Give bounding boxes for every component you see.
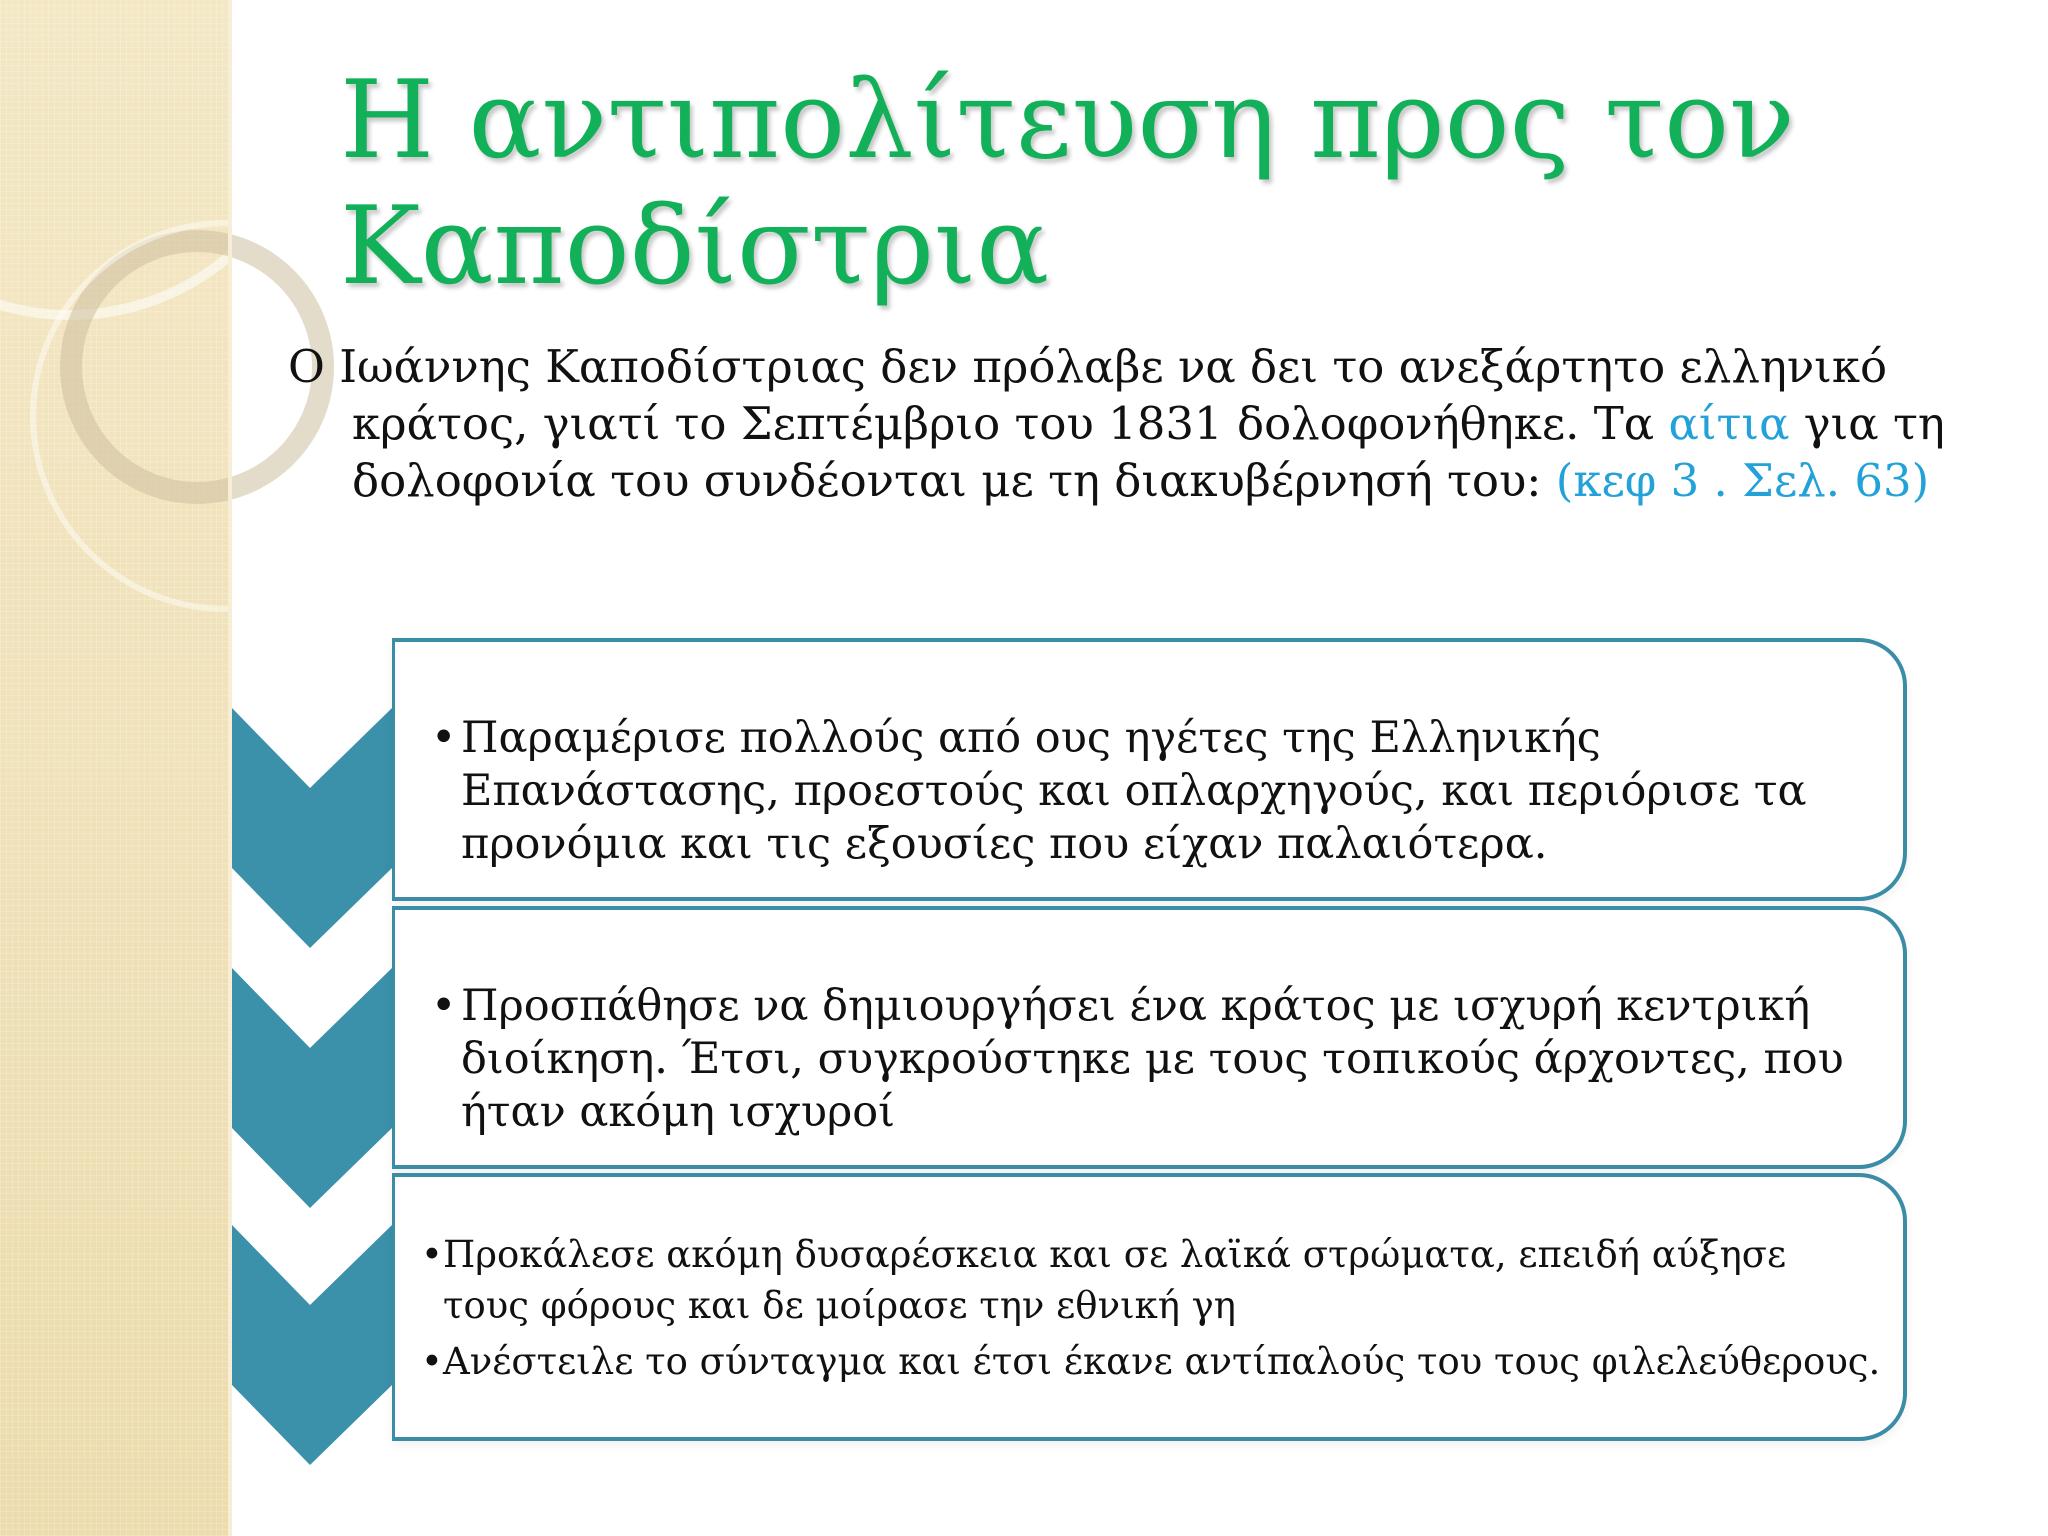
decorative-side-panel (0, 0, 228, 1536)
intro-paragraph (288, 338, 2048, 509)
chevron-down-icon (232, 968, 392, 1208)
process-step-1 (392, 638, 1907, 901)
chapter-reference[interactable]: (κεφ 3 . Σελ. 63) (1555, 454, 1930, 507)
bullet-list (443, 1229, 1883, 1392)
bullet-list (461, 980, 1881, 1139)
bullet-item: • Προσπάθησε να δημιουργήσει ένα κράτος με ισχυρή κεντρική διοίκηση. Έτσι, συγκρούστηκε με τους τοπικούς άρχοντες, που ήταν ακόμη ισχυροί (461, 980, 1881, 1139)
slide-title: Η αντιπολίτευση προς τον Καποδίστρια (340, 58, 1795, 309)
process-step-2 (392, 906, 1907, 1169)
causes-link[interactable]: αίτια (1668, 397, 1790, 450)
process-step-3 (392, 1173, 1907, 1441)
bullet-item: • Προκάλεσε ακόμη δυσαρέσκεια και σε λαϊκά στρώματα, επειδή αύξησε τους φόρους και δε μοίρασε την εθνική γη (443, 1229, 1883, 1331)
bullet-item: • Παραμέρισε πολλούς από ους ηγέτες της Ελληνικής Επανάστασης, προεστούς και οπλαρχηγούς, και περιόρισε τα προνόμια και τις εξουσίες που είχαν παλαιότερα. (461, 712, 1881, 871)
bullet-list (461, 712, 1881, 871)
bullet-item: • Ανέστειλε το σύνταγμα και έτσι έκανε αντίπαλούς του τους φιλελεύθερους. (443, 1336, 1883, 1387)
chevron-down-icon (232, 708, 392, 948)
chevron-down-icon (232, 1225, 392, 1465)
intro-text: Ο Ιωάννης Καποδίστριας δεν πρόλαβε να δει το ανεξάρτητο ελληνικό κράτος, γιατί το Σεπτέμβριο του 1831 δολοφονήθηκε. Τα (288, 340, 1888, 450)
intro-text-after: για τη δολοφονία του συνδέονται με τη διακυβέρνησή του: (352, 397, 1945, 507)
